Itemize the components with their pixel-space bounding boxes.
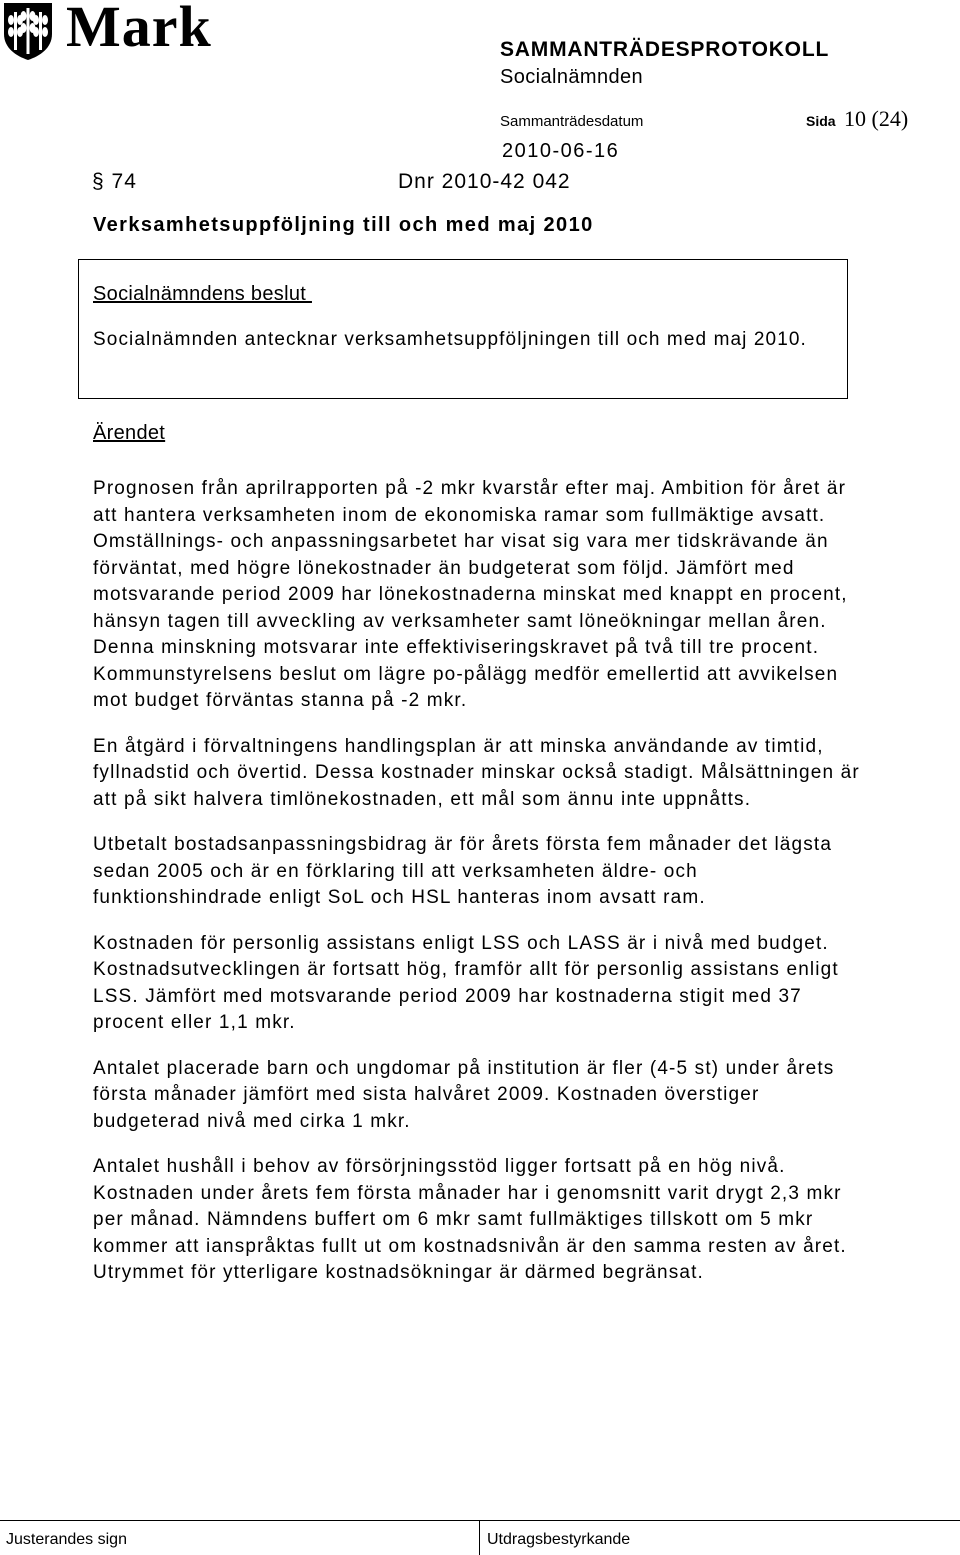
certification-field-label: Utdragsbestyrkande (487, 1531, 631, 1548)
matter-body (93, 476, 863, 1306)
footer-divider (0, 1520, 960, 1521)
meeting-date-label: Sammanträdesdatum (500, 113, 644, 130)
document-title: SAMMANTRÄDESPROTOKOLL (500, 38, 830, 61)
footer-column-divider (479, 1520, 480, 1555)
matter-paragraph: Utbetalt bostadsanpassningsbidrag är för årets första fem månader det lägsta sedan 2005 och är en förklaring till att verksamheten äldre- och funktionshindrade enligt SoL och HSL hanteras inom avsatt ram. (93, 834, 833, 908)
logo-wordmark: Mark (66, 0, 212, 59)
page-label: Sida (806, 113, 836, 129)
committee-name: Socialnämnden (500, 66, 644, 88)
section-heading: Verksamhetsuppföljning till och med maj 2010 (93, 214, 594, 236)
matter-paragraph: Antalet placerade barn och ungdomar på institution är fler (4-5 st) under årets första månader jämfört med sista halvåret 2009. Kostnaden överstiger budgeterad nivå med cirka 1 mkr. (93, 1057, 835, 1132)
meeting-date: 2010-06-16 (502, 140, 620, 162)
municipality-logo (0, 0, 240, 62)
coat-of-arms-icon (0, 0, 62, 62)
matter-paragraph: Kostnaden för personlig assistans enligt LSS och LASS är i nivå med budget. Kostnadsutvecklingen är fortsatt hög, framför allt för personlig assistans enligt LSS. Jämfört med motsvarande period 2009 har kostnaderna stigit med 37 procent eller 1,1 mkr. (93, 932, 839, 1033)
decision-text: Socialnämnden antecknar verksamhetsuppföljningen till och med maj 2010. (93, 329, 807, 350)
paragraph-number: § 74 (92, 170, 137, 193)
diary-number: Dnr 2010-42 042 (398, 170, 571, 193)
signature-field-label: Justerandes sign (6, 1531, 127, 1548)
matter-paragraph: En åtgärd i förvaltningens handlingsplan är att minska användande av timtid, fyllnadstid och övertid. Dessa kostnader minskar också stadigt. Målsättningen är att på sikt halvera timlönekostnaden, ett mål som ännu inte uppnåtts. (93, 735, 860, 810)
decision-title: Socialnämndens beslut (93, 283, 312, 305)
matter-title: Ärendet (93, 422, 166, 444)
page-number: 10 (24) (844, 106, 909, 131)
matter-paragraph: Prognosen från aprilrapporten på -2 mkr kvarstår efter maj. Ambition för året är att hantera verksamheten inom de ekonomiska ramar som fullmäktige avsatt. Omställnings- och anpassningsarbetet har visat sig vara mer tidskrävande än förväntat, med högre lönekostnader än budgeterat som följd. Jämfört med motsvarande period 2009 har lönekostnaderna minskat med knappt en procent, hänsyn tagen till avveckling av verksamheter samt löneökningar mellan åren. Denna minskning motsvarar inte effektiviseringskravet på två till tre procent. Kommunstyrelsens beslut om lägre po-pålägg medför emellertid att avvikelsen mot budget förväntas stanna på -2 mkr. (93, 478, 848, 711)
matter-paragraph: Antalet hushåll i behov av försörjningsstöd ligger fortsatt på en hög nivå. Kostnaden under årets fem första månader har i genomsnitt varit drygt 2,3 mkr per månad. Nämndens buffert om 6 mkr samt fullmäktiges tillskott om 5 mkr kommer att ianspråktas fullt ut om kostnadsnivån är den samma resten av året. Utrymmet för ytterligare kostnadsökningar är därmed begränsat. (93, 1156, 847, 1283)
